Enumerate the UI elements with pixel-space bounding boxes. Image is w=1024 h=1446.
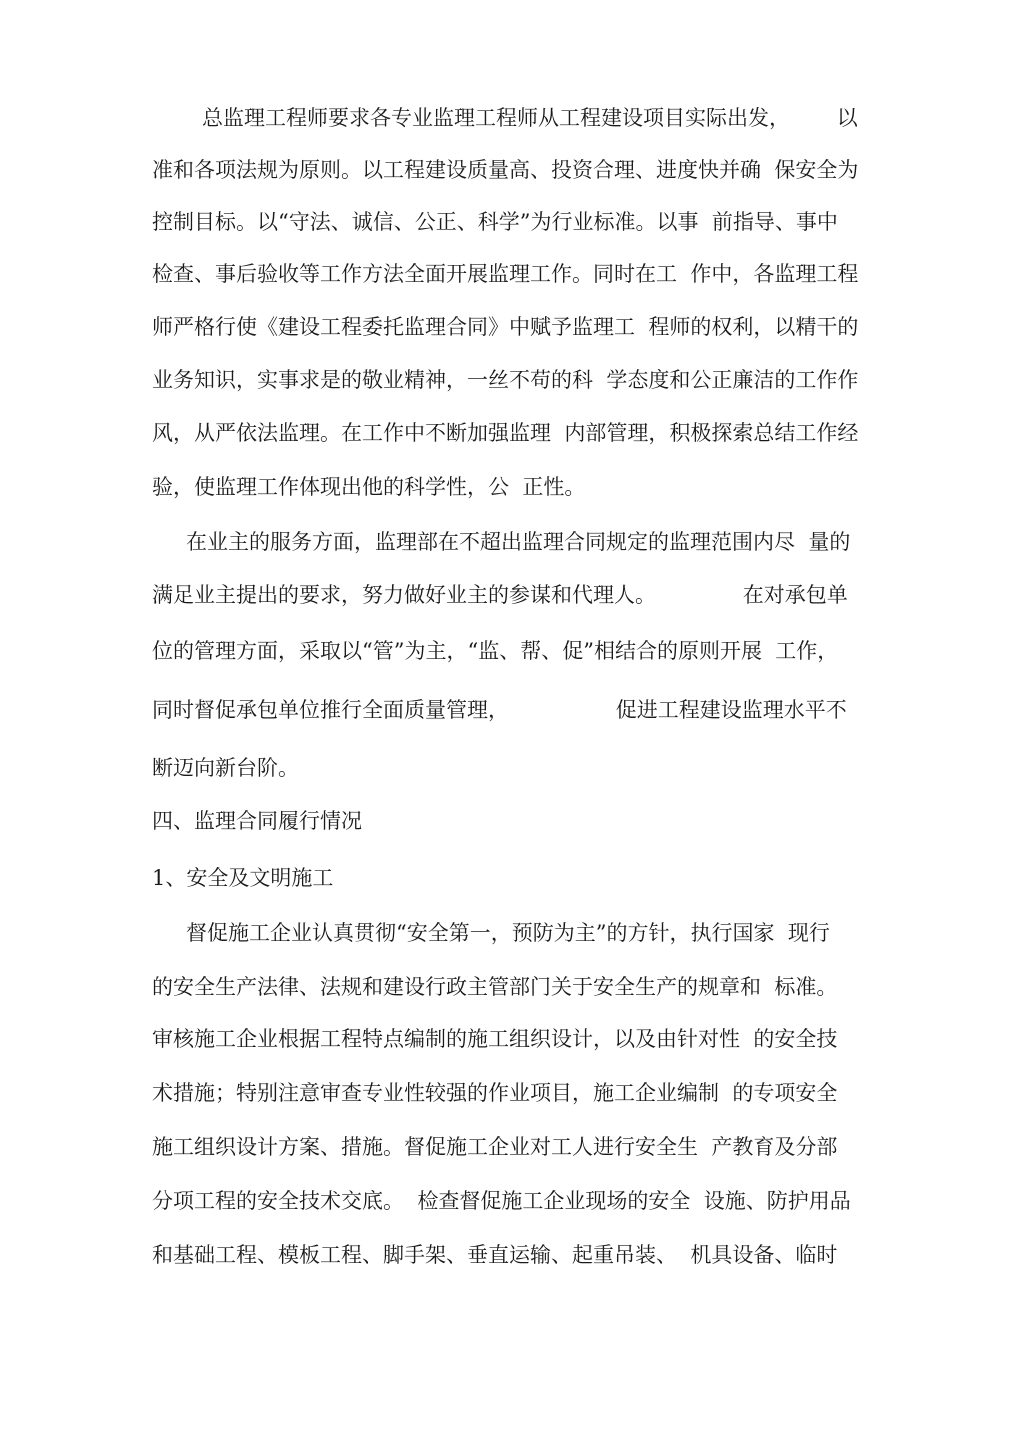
subsection-heading: 1、安全及文明施工 xyxy=(152,866,334,890)
paragraph-line: 总监理工程师要求各专业监理工程师从工程建设项目实际出发， 以 xyxy=(202,106,858,130)
paragraph-line: 位的管理方面，采取以“管”为主，“监、帮、促”相结合的原则开展 工作， xyxy=(152,639,839,663)
paragraph-line: 风，从严依法监理。在工作中不断加强监理 内部管理，积极探索总结工作经 xyxy=(152,421,859,445)
paragraph-line: 验，使监理工作体现出他的科学性，公 正性。 xyxy=(152,475,586,499)
paragraph-line: 和基础工程、模板工程、脚手架、垂直运输、起重吊装、 机具设备、临时 xyxy=(152,1243,838,1267)
paragraph-line: 在业主的服务方面，监理部在不超出监理合同规定的监理范围内尽 量的 xyxy=(186,530,851,554)
paragraph-line: 分项工程的安全技术交底。 检查督促施工企业现场的安全 设施、防护用品 xyxy=(152,1189,851,1213)
paragraph-line: 同时督促承包单位推行全面质量管理， 促进工程建设监理水平不 xyxy=(152,698,847,722)
paragraph-line: 业务知识，实事求是的敬业精神，一丝不苟的科 学态度和公正廉洁的工作作 xyxy=(152,368,859,392)
paragraph-line: 检查、事后验收等工作方法全面开展监理工作。同时在工 作中，各监理工程 xyxy=(152,262,859,286)
paragraph-line: 准和各项法规为原则。以工程建设质量高、投资合理、进度快并确 保安全为 xyxy=(152,158,859,182)
section-heading: 四、监理合同履行情况 xyxy=(152,809,362,833)
paragraph-line: 控制目标。以“守法、诚信、公正、科学”为行业标准。以事 前指导、事中 xyxy=(152,210,838,234)
paragraph-line: 的安全生产法律、法规和建设行政主管部门关于安全生产的规章和 标准。 xyxy=(152,975,838,999)
paragraph-line: 满足业主提出的要求，努力做好业主的参谋和代理人。 在对承包单 xyxy=(152,583,848,607)
paragraph-line: 师严格行使《建设工程委托监理合同》中赋予监理工 程师的权利，以精干的 xyxy=(152,315,859,339)
paragraph-line: 督促施工企业认真贯彻“安全第一，预防为主”的方针，执行国家 现行 xyxy=(186,921,830,945)
paragraph-line: 施工组织设计方案、措施。督促施工企业对工人进行安全生 产教育及分部 xyxy=(152,1135,838,1159)
paragraph-line: 审核施工企业根据工程特点编制的施工组织设计，以及由针对性 的安全技 xyxy=(152,1027,838,1051)
paragraph-line: 断迈向新台阶。 xyxy=(152,756,299,780)
paragraph-line: 术措施；特别注意审查专业性较强的作业项目，施工企业编制 的专项安全 xyxy=(152,1081,838,1105)
